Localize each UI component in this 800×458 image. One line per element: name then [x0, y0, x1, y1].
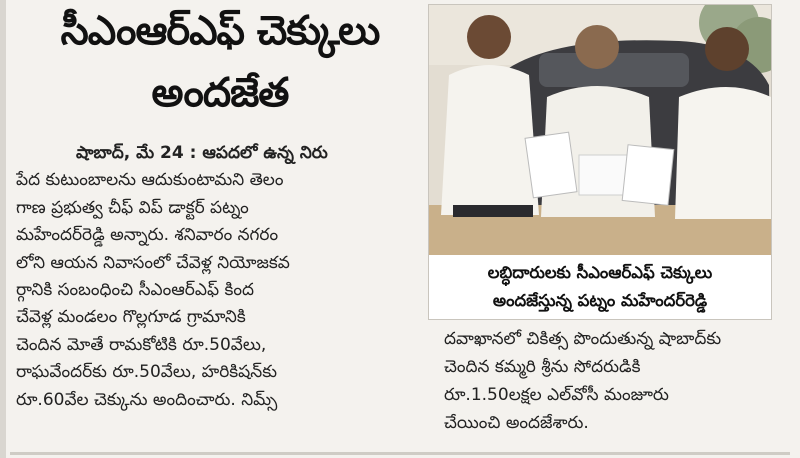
article-line: గాణ ప్రభుత్వ చీఫ్ విప్ డాక్టర్ పట్నం [16, 197, 249, 218]
article-line: చెందిన మోతే రామకోటికి రూ.50వేలు, [16, 334, 267, 355]
article-line: పేద కుటుంబాలను ఆదుకుంటామని తెలం [16, 170, 284, 191]
photo-illustration [429, 5, 771, 255]
article-line: చేయించి అందజేశారు. [444, 413, 589, 433]
headline [20, 2, 420, 122]
headline-line-2: అందజేత [151, 70, 289, 116]
article-line: రూ.60వేల చెక్కును అందించారు. నిమ్స్ [16, 389, 278, 410]
article-line: రూ.1.50లక్షల ఎల్‌వోసీ మంజూరు [444, 385, 669, 405]
headline-line-1: సీఎంఆర్ఎఫ్ చెక్కులు [60, 8, 380, 54]
article-line: మహేందర్‌రెడ్డి అన్నారు. శనివారం నగరం [16, 225, 279, 246]
article-column-2 [444, 325, 780, 437]
caption-line-2: అందజేస్తున్న పట్నం మహేందర్‌రెడ్డి [492, 291, 708, 310]
photo-caption [429, 255, 771, 319]
page-edge [0, 0, 6, 458]
article-line: లోని ఆయన నివాసంలో చేవెళ్ల నియోజకవ [16, 252, 290, 273]
article-line: రాఘవేందర్‌కు రూ.50వేలు, హరికిషన్‌కు [16, 362, 277, 383]
article-line: ర్గానికి సంబంధించి సీఎంఆర్ఎఫ్ కింద [16, 280, 254, 301]
caption-line-1: లబ్ధిదారులకు సీఎంఆర్ఎఫ్ చెక్కులు [487, 263, 713, 282]
article-line: షాబాద్, మే 24 : ఆపదలో ఉన్న నిరు [76, 143, 328, 163]
article-line: చేవెళ్ల మండలం గొల్లగూడ గ్రామానికి [16, 307, 246, 328]
article-line: దవాఖానలో చికిత్స పొందుతున్న షాబాద్‌కు [444, 329, 722, 349]
article-line: చెందిన కమ్మరి శ్రీను సోదరుడికి [444, 357, 641, 377]
news-photo [428, 4, 772, 320]
article-body [16, 140, 420, 414]
bottom-rule [10, 452, 790, 455]
